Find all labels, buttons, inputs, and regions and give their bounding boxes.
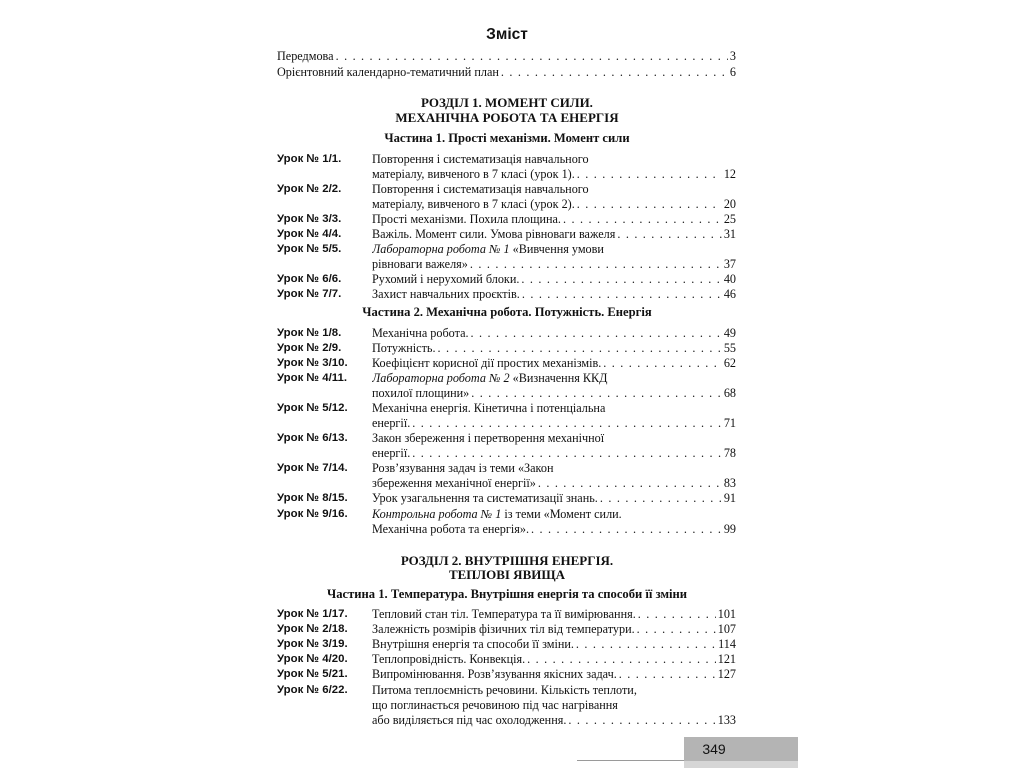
test-work-title: Контрольна робота № 1 — [372, 507, 502, 521]
lesson-label: Урок № 4/11. — [277, 372, 348, 384]
entry-page: 40 — [723, 272, 736, 286]
table-of-contents — [277, 0, 737, 768]
entry-text: Повторення і систематизація навчального — [372, 182, 589, 196]
entry-page: 99 — [723, 522, 736, 536]
entry-page: 46 — [723, 287, 736, 301]
entry-page: 133 — [717, 713, 736, 727]
lesson-entry — [277, 430, 736, 446]
lesson-entry-continued — [277, 385, 736, 401]
section-2-heading: РОЗДІЛ 2. ВНУТРІШНЯ ЕНЕРГІЯ. — [400, 553, 614, 568]
entry-text: Важіль. Момент сили. Умова рівноваги важеля — [372, 227, 616, 241]
section-1-part-2-title: Частина 2. Механічна робота. Потужність. Енергія — [362, 305, 652, 319]
lesson-label: Урок № 7/14. — [277, 462, 348, 474]
lesson-entry-continued — [277, 256, 736, 272]
page-number: 349 — [702, 741, 726, 757]
lesson-entry — [277, 636, 736, 652]
entry-text: енергії. — [372, 416, 411, 430]
entry-page: 62 — [723, 356, 736, 370]
lesson-label: Урок № 4/4. — [277, 228, 342, 240]
lesson-entry — [277, 241, 736, 257]
page-number-strip — [684, 761, 798, 768]
toc-entry-calendar-plan — [277, 64, 736, 80]
entry-text: із теми «Момент сили. — [501, 507, 622, 521]
lesson-label: Урок № 6/6. — [277, 273, 342, 285]
lesson-label: Урок № 1/1. — [277, 153, 342, 165]
entry-text: Потужність. — [372, 341, 436, 355]
entry-text: «Визначення ККД — [509, 371, 608, 385]
entry-text: Випромінювання. Розв’язування якісних задач. — [372, 667, 617, 681]
lesson-label: Урок № 5/21. — [277, 668, 348, 680]
entry-text: або виділяється під час охолодження. — [372, 713, 567, 727]
lesson-entry — [277, 651, 736, 667]
lesson-label: Урок № 5/12. — [277, 402, 348, 414]
section-2-subheading: ТЕПЛОВІ ЯВИЩА — [448, 567, 566, 582]
lesson-entry — [277, 325, 736, 341]
entry-page: 55 — [723, 341, 736, 355]
lesson-entry — [277, 271, 736, 287]
lesson-entry — [277, 400, 736, 416]
lesson-label: Урок № 3/19. — [277, 638, 348, 650]
lesson-entry-continued — [277, 196, 736, 212]
entry-text: Захист навчальних проєктів. — [372, 287, 520, 301]
lesson-entry-continued — [277, 166, 736, 182]
entry-page: 49 — [723, 326, 736, 340]
entry-text: Механічна робота та енергія». — [372, 522, 530, 536]
section-1-part-1-title: Частина 1. Прості механізми. Момент сили — [384, 131, 630, 145]
lesson-entry — [277, 506, 736, 522]
lesson-entry-continued — [277, 445, 736, 461]
entry-text: матеріалу, вивченого в 7 класі (урок 1). — [372, 167, 575, 181]
entry-page: 12 — [723, 167, 736, 181]
entry-page: 31 — [723, 227, 736, 241]
lesson-label: Урок № 9/16. — [277, 508, 348, 520]
entry-text: матеріалу, вивченого в 7 класі (урок 2). — [372, 197, 575, 211]
entry-page: 71 — [723, 416, 736, 430]
lesson-label: Урок № 2/2. — [277, 183, 342, 195]
entry-text: Рухомий і нерухомий блоки. — [372, 272, 520, 286]
entry-page: 91 — [723, 491, 736, 505]
entry-text: енергії. — [372, 446, 411, 460]
entry-text: що поглинається речовиною під час нагрівання — [372, 698, 618, 712]
lesson-label: Урок № 3/3. — [277, 213, 342, 225]
entry-text: Тепловий стан тіл. Температура та її вимірювання. — [372, 607, 636, 621]
entry-text: Розв’язування задач із теми «Закон — [372, 461, 554, 475]
lesson-entry — [277, 606, 736, 622]
entry-text: Урок узагальнення та систематизації знань. — [372, 491, 598, 505]
entry-page: 83 — [723, 476, 736, 490]
lesson-entry — [277, 226, 736, 242]
entry-page: 3 — [729, 49, 736, 63]
lesson-entry — [277, 355, 736, 371]
entry-text: Повторення і систематизація навчального — [372, 152, 589, 166]
lesson-label: Урок № 7/7. — [277, 288, 342, 300]
lesson-entry-continued — [277, 712, 736, 728]
entry-page: 25 — [723, 212, 736, 226]
lesson-label: Урок № 6/13. — [277, 432, 348, 444]
entry-text: Теплопровідність. Конвекція. — [372, 652, 526, 666]
entry-text: Орієнтовний календарно-тематичний план — [277, 65, 499, 79]
lesson-label: Урок № 2/18. — [277, 623, 348, 635]
entry-text: Коефіцієнт корисної дії простих механізмів. — [372, 356, 602, 370]
entry-page: 127 — [717, 667, 736, 681]
entry-text: Передмова — [277, 49, 334, 63]
section-2-part-1-title: Частина 1. Температура. Внутрішня енергія та способи її зміни — [326, 587, 688, 601]
entry-text: Прості механізми. Похила площина. — [372, 212, 561, 226]
page-title: Зміст — [486, 26, 528, 43]
footer-rule — [577, 760, 684, 761]
lesson-label: Урок № 6/22. — [277, 684, 348, 696]
entry-page: 78 — [723, 446, 736, 460]
lesson-entry-continued — [277, 521, 736, 537]
entry-text: Питома теплоємність речовини. Кількість теплоти, — [372, 683, 637, 697]
lesson-entry — [277, 181, 736, 197]
lesson-entry — [277, 621, 736, 637]
entry-page: 20 — [723, 197, 736, 211]
entry-page: 101 — [717, 607, 736, 621]
lesson-label: Урок № 3/10. — [277, 357, 348, 369]
lesson-entry — [277, 460, 736, 476]
entry-page: 114 — [718, 637, 736, 651]
entry-text: збереження механічної енергії» — [372, 476, 536, 490]
lesson-label: Урок № 5/5. — [277, 243, 342, 255]
lesson-entry — [277, 370, 736, 386]
entry-text: Механічна робота. — [372, 326, 469, 340]
entry-page: 121 — [717, 652, 736, 666]
entry-text: Залежність розмірів фізичних тіл від температури. — [372, 622, 635, 636]
lesson-label: Урок № 8/15. — [277, 492, 348, 504]
lesson-entry-continued — [277, 475, 736, 491]
entry-page: 37 — [723, 257, 736, 271]
entry-text: похилої площини» — [372, 386, 470, 400]
entry-page: 68 — [723, 386, 736, 400]
entry-text: «Вивчення умови — [509, 242, 604, 256]
lesson-entry — [277, 340, 736, 356]
lab-work-title: Лабораторна робота № 2 — [372, 371, 510, 385]
entry-text: рівноваги важеля» — [372, 257, 468, 271]
entry-page: 107 — [717, 622, 736, 636]
lesson-entry — [277, 490, 736, 506]
lesson-label: Урок № 2/9. — [277, 342, 342, 354]
lesson-entry — [277, 151, 736, 167]
toc-entry-preface — [277, 48, 736, 64]
lesson-entry-continued — [277, 415, 736, 431]
lesson-label: Урок № 4/20. — [277, 653, 348, 665]
lesson-entry — [277, 666, 736, 682]
entry-text: Внутрішня енергія та способи її зміни. — [372, 637, 574, 651]
section-1-heading: РОЗДІЛ 1. МОМЕНТ СИЛИ. — [421, 95, 593, 110]
lesson-label: Урок № 1/17. — [277, 608, 348, 620]
entry-text: Механічна енергія. Кінетична і потенціальна — [372, 401, 606, 415]
entry-page: 6 — [729, 65, 736, 79]
lesson-entry — [277, 211, 736, 227]
lesson-entry — [277, 286, 736, 302]
lesson-label: Урок № 1/8. — [277, 327, 342, 339]
lesson-entry — [277, 682, 736, 698]
section-1-subheading: МЕХАНІЧНА РОБОТА ТА ЕНЕРГІЯ — [395, 110, 619, 125]
entry-text: Закон збереження і перетворення механічної — [372, 431, 605, 445]
lesson-entry-continued — [277, 697, 736, 713]
lab-work-title: Лабораторна робота № 1 — [372, 242, 510, 256]
